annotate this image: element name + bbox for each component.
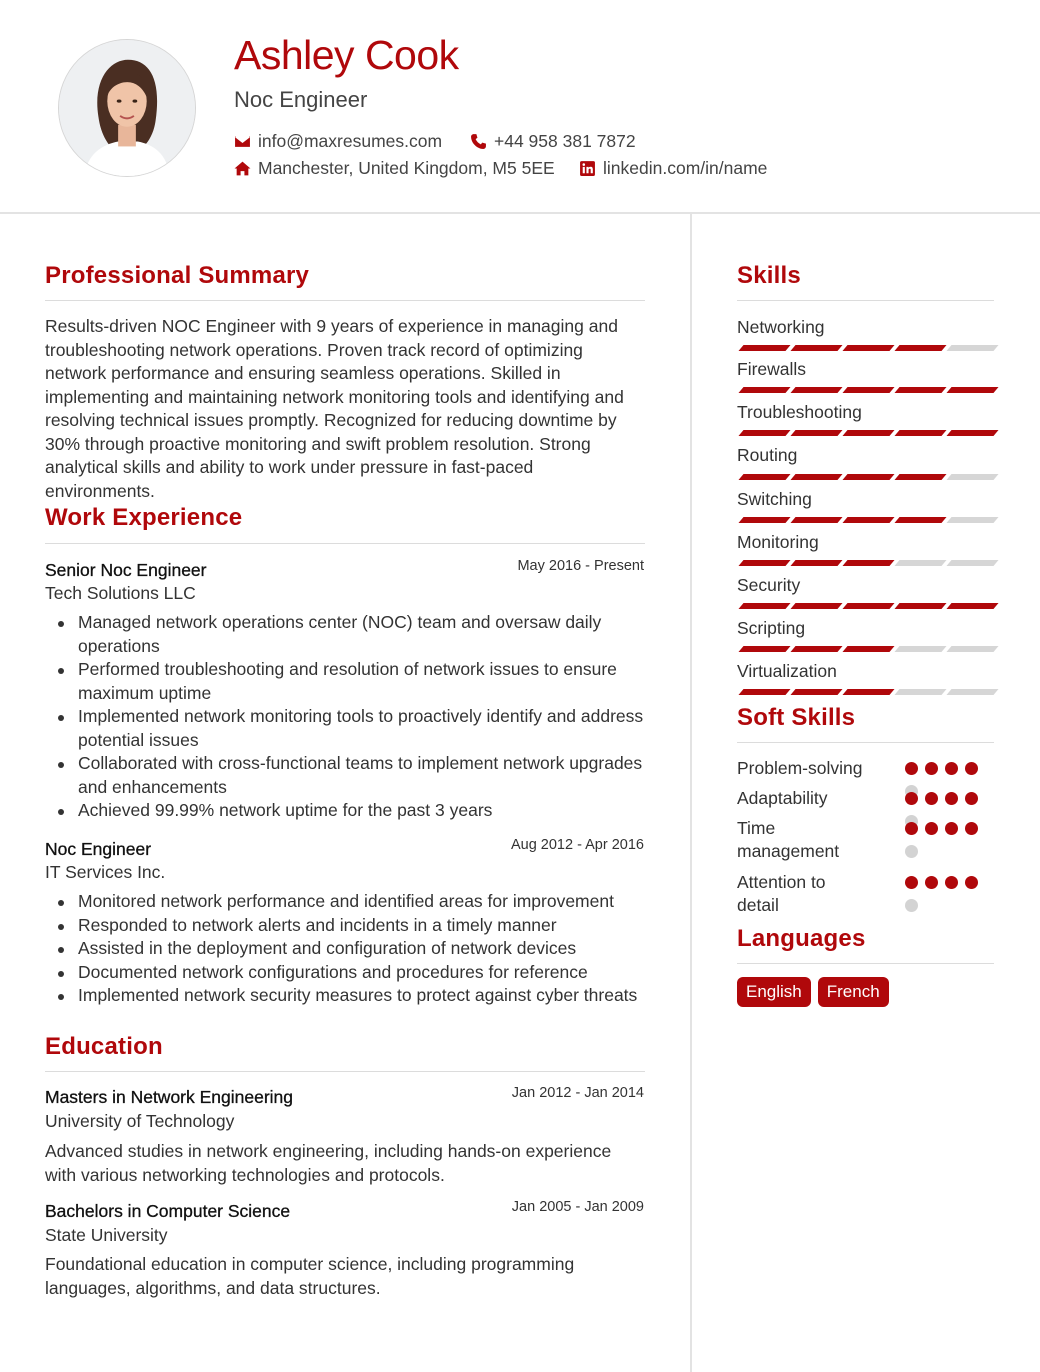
skill-level-bar: [737, 430, 994, 436]
edu-degree: Bachelors in Computer Science: [45, 1201, 291, 1221]
skill-segment-filled: [738, 474, 790, 480]
skill-segment-filled: [790, 646, 842, 652]
rating-dot-empty: [905, 845, 918, 858]
job-bullet: Implemented network security measures to protect against cyber threats: [45, 984, 645, 1008]
skill-segment-filled: [738, 517, 790, 523]
rating-dot-filled: [965, 792, 978, 805]
email-text: info@maxresumes.com: [258, 131, 443, 151]
job-bullet: Implemented network monitoring tools to proactively identify and address potential issues: [45, 705, 645, 752]
skill-segment-filled: [790, 474, 842, 480]
job-title: Noc Engineer: [45, 839, 152, 859]
rating-dot-filled: [965, 822, 978, 835]
contact-linkedin[interactable]: [579, 158, 767, 179]
skill-name: Routing: [737, 445, 798, 465]
contact-phone[interactable]: [470, 131, 636, 152]
skill-level-bar: [737, 646, 994, 652]
edu-degree: Masters in Network Engineering: [45, 1087, 294, 1107]
languages-heading: Languages: [737, 925, 866, 952]
rating-dot-filled: [945, 876, 958, 889]
job-bullet: Achieved 99.99% network uptime for the past 3 years: [45, 799, 645, 823]
candidate-name: Ashley Cook: [234, 32, 459, 78]
skill-level-bar: [737, 387, 994, 393]
profile-photo: [58, 39, 196, 177]
skill-segment-filled: [790, 560, 842, 566]
skill-segment-filled: [894, 474, 946, 480]
skill-segment-filled: [842, 603, 894, 609]
skills-rule: [737, 300, 994, 301]
skill-level-bar: [737, 689, 994, 695]
job-bullet: Performed troubleshooting and resolution of network issues to ensure maximum uptime: [45, 658, 645, 705]
rating-dot-filled: [905, 762, 918, 775]
skill-segment-empty: [946, 345, 998, 351]
skill-segment-filled: [842, 474, 894, 480]
rating-dot-filled: [945, 792, 958, 805]
rating-dot-filled: [945, 822, 958, 835]
skill-segment-empty: [894, 689, 946, 695]
language-tag: French: [818, 977, 889, 1007]
soft-skill-name: Attention to detail: [737, 872, 826, 915]
job-company: Tech Solutions LLC: [45, 583, 196, 603]
soft-skill-name: Time management: [737, 818, 840, 861]
job-bullet: Responded to network alerts and incidents in a timely manner: [45, 914, 645, 938]
skill-segment-filled: [842, 345, 894, 351]
job-company: IT Services Inc.: [45, 862, 166, 882]
skill-segment-filled: [738, 560, 790, 566]
rating-dot-filled: [905, 876, 918, 889]
skill-segment-filled: [894, 387, 946, 393]
skill-name: Monitoring: [737, 532, 819, 552]
language-tags: [737, 977, 889, 1007]
job-title: Senior Noc Engineer: [45, 560, 207, 580]
languages-rule: [737, 963, 994, 964]
rating-dot-filled: [945, 762, 958, 775]
edu-date: Jan 2005 - Jan 2009: [511, 1199, 644, 1215]
skill-name: Networking: [737, 317, 825, 337]
resume-header: [0, 0, 1040, 214]
skill-segment-filled: [790, 689, 842, 695]
edu-school: University of Technology: [45, 1111, 235, 1131]
skill-segment-filled: [738, 646, 790, 652]
rating-dot-filled: [965, 876, 978, 889]
candidate-title: Noc Engineer: [234, 87, 368, 112]
skill-level-bar: [737, 474, 994, 480]
language-tag: English: [737, 977, 811, 1007]
column-divider: [690, 214, 692, 1372]
rating-dot-filled: [925, 762, 938, 775]
soft-skills-rule: [737, 742, 994, 743]
rating-dot-filled: [925, 876, 938, 889]
envelope-icon: [234, 133, 251, 150]
job-date: Aug 2012 - Apr 2016: [510, 837, 644, 853]
skill-segment-filled: [894, 517, 946, 523]
experience-rule: [45, 543, 645, 544]
skill-segment-filled: [738, 387, 790, 393]
skill-segment-filled: [946, 387, 998, 393]
soft-skill-name: Adaptability: [737, 788, 828, 808]
summary-rule: [45, 300, 645, 301]
soft-skills-heading: Soft Skills: [737, 704, 856, 731]
skill-segment-empty: [946, 560, 998, 566]
skill-segment-empty: [894, 560, 946, 566]
contact-email[interactable]: [234, 131, 442, 152]
skill-segment-filled: [738, 603, 790, 609]
summary-text: Results-driven NOC Engineer with 9 years of experience in managing and troubleshooting network operations. Proven track record of optimizing network performance and ensuring seamless operations. Skilled in implementing and maintaining network monitoring tools and identifying and resolving technical issues promptly. Recognized for reducing downtime by 30% through proactive monitoring and swift problem resolution. Strong analytical skills and ability to work under pressure in fast-paced environments.: [45, 316, 624, 501]
skill-segment-filled: [790, 517, 842, 523]
skill-segment-filled: [790, 345, 842, 351]
phone-icon: [470, 133, 487, 150]
job-bullets: [45, 611, 645, 823]
education-heading: Education: [45, 1033, 163, 1060]
skill-level-bar: [737, 517, 994, 523]
skill-segment-filled: [894, 430, 946, 436]
skills-heading: Skills: [737, 262, 801, 289]
skill-name: Security: [737, 575, 801, 595]
linkedin-text: linkedin.com/in/name: [603, 158, 768, 178]
rating-dot-filled: [925, 792, 938, 805]
skill-segment-filled: [842, 430, 894, 436]
job-bullet: Monitored network performance and identified areas for improvement: [45, 890, 645, 914]
education-rule: [45, 1071, 645, 1072]
edu-date: Jan 2012 - Jan 2014: [511, 1085, 644, 1101]
skill-level-bar: [737, 345, 994, 351]
rating-dot-empty: [905, 899, 918, 912]
skill-segment-filled: [790, 430, 842, 436]
skill-segment-empty: [946, 517, 998, 523]
job-date: May 2016 - Present: [517, 558, 644, 574]
rating-dot-filled: [965, 762, 978, 775]
skill-segment-filled: [842, 560, 894, 566]
skill-segment-filled: [894, 345, 946, 351]
job-bullet: Documented network configurations and procedures for reference: [45, 961, 645, 985]
job-bullet: Collaborated with cross-functional teams to implement network upgrades and enhancements: [45, 752, 645, 799]
skill-level-bar: [737, 560, 994, 566]
edu-description: Foundational education in computer science, including programming languages, algorithms, and data structures.: [45, 1254, 575, 1298]
summary-heading: Professional Summary: [45, 262, 310, 289]
rating-dot-filled: [905, 792, 918, 805]
skill-segment-filled: [738, 689, 790, 695]
skill-segment-empty: [946, 646, 998, 652]
skill-segment-filled: [946, 603, 998, 609]
skill-segment-filled: [738, 345, 790, 351]
edu-school: State University: [45, 1225, 168, 1245]
address-text: Manchester, United Kingdom, M5 5EE: [258, 158, 555, 178]
skill-segment-empty: [946, 689, 998, 695]
skill-segment-filled: [946, 430, 998, 436]
contact-address: [234, 158, 555, 179]
skill-segment-filled: [790, 603, 842, 609]
skill-name: Scripting: [737, 618, 806, 638]
skill-segment-empty: [946, 474, 998, 480]
soft-skill-name: Problem-solving: [737, 758, 863, 778]
linkedin-icon: [579, 160, 596, 177]
profile-photo-image: [59, 40, 195, 176]
job-bullet: Assisted in the deployment and configuration of network devices: [45, 937, 645, 961]
skill-name: Troubleshooting: [737, 402, 862, 422]
skill-segment-filled: [842, 387, 894, 393]
skill-segment-empty: [894, 646, 946, 652]
skill-level-bar: [737, 603, 994, 609]
job-bullets: [45, 890, 645, 1008]
skill-segment-filled: [842, 517, 894, 523]
skill-segment-filled: [842, 689, 894, 695]
rating-dot-filled: [905, 822, 918, 835]
edu-description: Advanced studies in network engineering, including hands-on experience with various networking technologies and protocols.: [45, 1141, 612, 1185]
job-bullet: Managed network operations center (NOC) team and oversaw daily operations: [45, 611, 645, 658]
rating-dot-filled: [925, 822, 938, 835]
phone-text: +44 958 381 7872: [494, 131, 636, 151]
skill-name: Virtualization: [737, 661, 837, 681]
skill-name: Switching: [737, 489, 812, 509]
skill-name: Firewalls: [737, 359, 807, 379]
skill-segment-filled: [738, 430, 790, 436]
experience-heading: Work Experience: [45, 504, 243, 531]
home-icon: [234, 160, 251, 177]
skill-segment-filled: [842, 646, 894, 652]
skill-segment-filled: [790, 387, 842, 393]
skill-segment-filled: [894, 603, 946, 609]
